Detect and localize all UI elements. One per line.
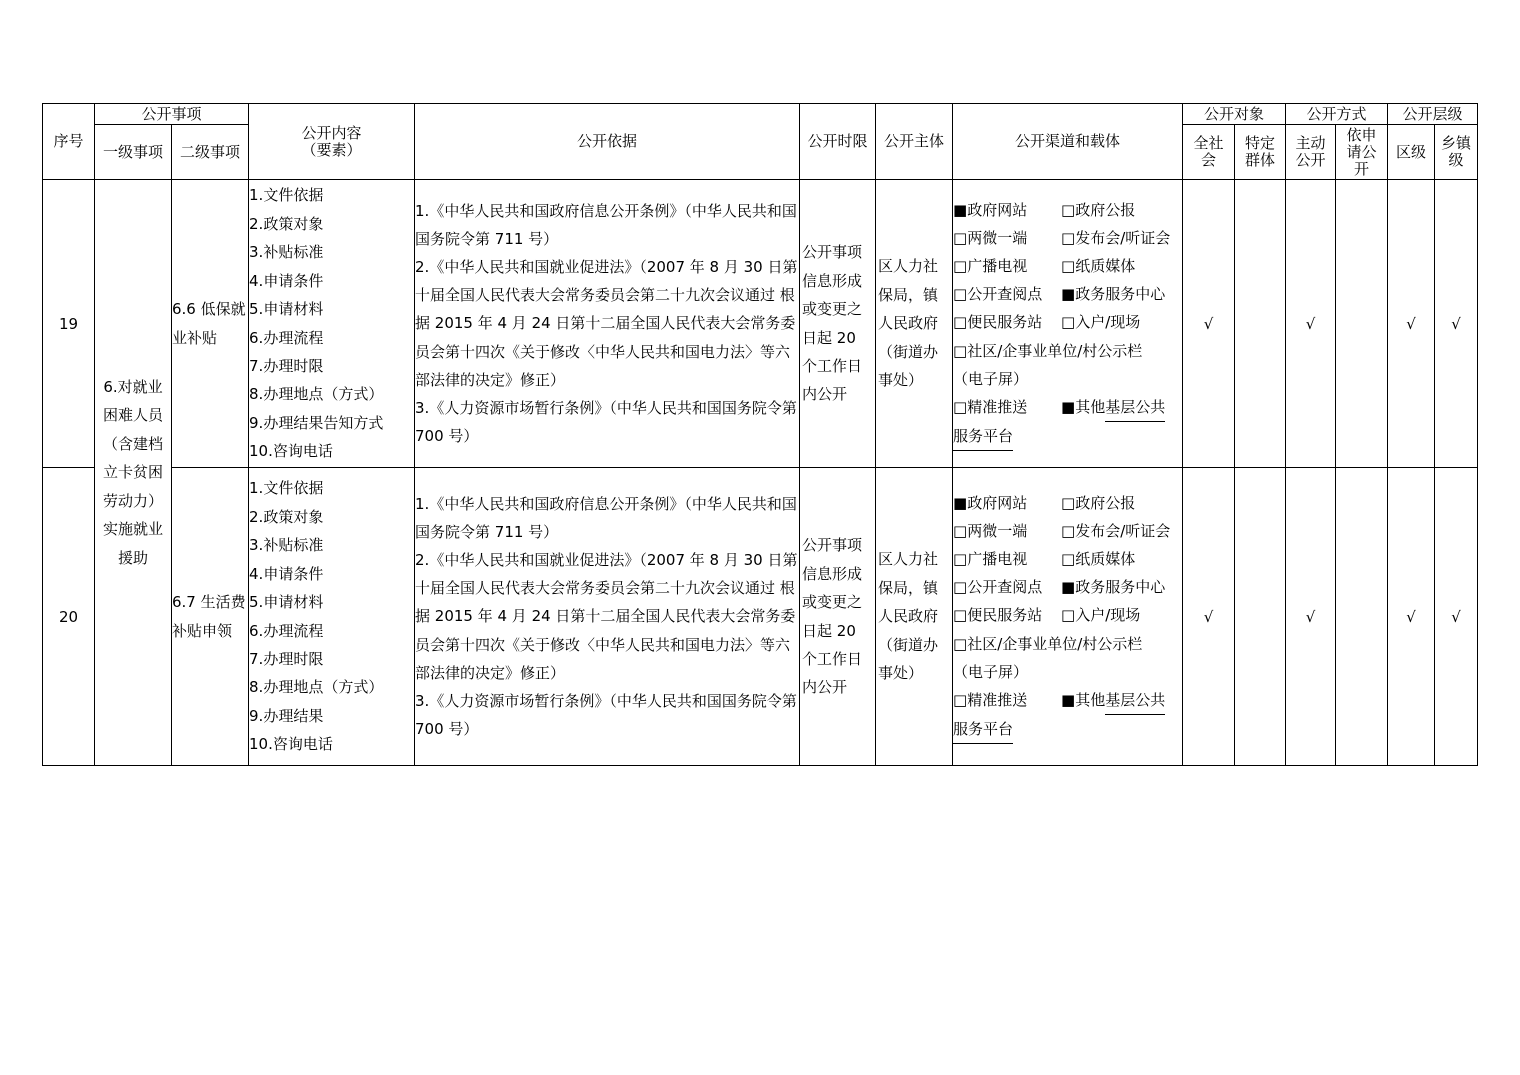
channel-other-value: 基层公共 [1105,393,1165,422]
channel-option: □便民服务站 [953,313,1043,332]
channel-option: ■政府网站 [953,200,1028,219]
header-method-group: 公开方式 [1286,104,1388,125]
method-request-check [1336,180,1388,468]
content-item: 3.补贴标准 [249,243,324,262]
header-level-district: 区级 [1388,125,1435,180]
content-item: 2.政策对象 [249,214,324,233]
channel-option: □纸质媒体 [1061,256,1136,275]
time-limit-text: 公开事项信息形成或变更之日起 20 个工作日内公开 [800,180,876,468]
channel-option: □入户/现场 [1061,313,1141,332]
channel-option: □社区/企事业单位/村公示栏 [953,341,1143,360]
method-active-check: √ [1286,180,1336,468]
subject-text: 区人力社保局，镇人民政府（街道办事处） [876,468,953,766]
content-item: 6.办理流程 [249,328,324,347]
content-item: 1.文件依据 [249,186,324,205]
content-item: 4.申请条件 [249,271,324,290]
audience-specific-check [1235,468,1286,766]
channel-other-value: 服务平台 [953,715,1013,744]
disclosure-table [42,103,1478,766]
header-content: 公开内容 （要素） [249,104,415,180]
content-item: 8.办理地点（方式） [249,678,384,697]
content-list [249,180,415,468]
channel-option: □政府公报 [1061,200,1136,219]
channel-other-value: 基层公共 [1105,686,1165,715]
channel-option: ■政务服务中心 [1061,578,1166,597]
channel-option: ■其他 [1061,398,1106,416]
channel-option-note: （电子屏） [953,369,1029,388]
level-town-check: √ [1435,180,1478,468]
content-item: 3.补贴标准 [249,536,324,555]
channel-option: □便民服务站 [953,606,1043,625]
content-item: 1.文件依据 [249,479,324,498]
level1-item: 6.对就业困难人员（含建档立卡贫困劳动力）实施就业援助 [95,180,172,766]
channel-option: □精准推送 [953,691,1028,709]
channel-option: ■其他 [1061,691,1106,709]
header-audience-all: 全社 会 [1183,125,1235,180]
channel-option: □入户/现场 [1061,606,1141,625]
level2-item: 6.7 生活费补贴申领 [172,468,249,766]
level-town-check: √ [1435,468,1478,766]
table-row [43,468,1478,766]
channel-option: ■政务服务中心 [1061,285,1166,304]
content-item: 5.申请材料 [249,593,324,612]
header-item-group: 公开事项 [95,104,249,125]
level-district-check: √ [1388,468,1435,766]
header-subject: 公开主体 [876,104,953,180]
header-level-group: 公开层级 [1388,104,1478,125]
channel-option: □两微一端 [953,228,1028,247]
header-method-active: 主动 公开 [1286,125,1336,180]
subject-text: 区人力社保局，镇人民政府（街道办事处） [876,180,953,468]
channel-option: □社区/企事业单位/村公示栏 [953,634,1143,653]
header-seq: 序号 [43,104,95,180]
content-item: 9.办理结果 [249,706,324,725]
channel-option-note: （电子屏） [953,662,1029,681]
method-request-check [1336,468,1388,766]
audience-specific-check [1235,180,1286,468]
content-item: 10.咨询电话 [249,442,333,461]
content-item: 8.办理地点（方式） [249,385,384,404]
content-item: 10.咨询电话 [249,735,333,754]
content-item: 4.申请条件 [249,564,324,583]
channel-option: □纸质媒体 [1061,549,1136,568]
channel-option: ■政府网站 [953,493,1028,512]
content-item: 5.申请材料 [249,300,324,319]
content-item: 2.政策对象 [249,507,324,526]
header-level-town: 乡镇 级 [1435,125,1478,180]
method-active-check: √ [1286,468,1336,766]
channel-cell [953,468,1183,766]
channel-option: □两微一端 [953,521,1028,540]
content-item: 9.办理结果告知方式 [249,413,384,432]
header-channel: 公开渠道和载体 [953,104,1183,180]
header-audience-specific: 特定 群体 [1235,125,1286,180]
channel-option: □发布会/听证会 [1061,521,1171,540]
audience-all-check: √ [1183,180,1235,468]
basis-text: 1.《中华人民共和国政府信息公开条例》（中华人民共和国国务院令第 711 号） 2.《中华人民共和国就业促进法》（2007 年 8 月 30 日第十届全国人民代表大会常务委员会第二十九次会议通过 根据 2015 年 4 月 24 日第十二届全国人民代表大会常务委员会第十四次《关于修改〈中华人民共和国电力法〉等六部法律的决定》修正） 3.《人力资源市场暂行条例》（中华人民共和国国务院令第 700 号） [415,180,800,468]
channel-option: □政府公报 [1061,493,1136,512]
header-time-limit: 公开时限 [800,104,876,180]
header-basis: 公开依据 [415,104,800,180]
channel-other-value: 服务平台 [953,422,1013,451]
header-audience-group: 公开对象 [1183,104,1286,125]
header-method-request: 依申 请公 开 [1336,125,1388,180]
row-seq: 20 [43,468,95,766]
content-list [249,468,415,766]
channel-option: □公开查阅点 [953,578,1043,597]
row-seq: 19 [43,180,95,468]
table-row [43,180,1478,468]
basis-text: 1.《中华人民共和国政府信息公开条例》（中华人民共和国国务院令第 711 号） 2.《中华人民共和国就业促进法》（2007 年 8 月 30 日第十届全国人民代表大会常务委员会第二十九次会议通过 根据 2015 年 4 月 24 日第十二届全国人民代表大会常务委员会第十四次《关于修改〈中华人民共和国电力法〉等六部法律的决定》修正） 3.《人力资源市场暂行条例》（中华人民共和国国务院令第 700 号） [415,468,800,766]
level-district-check: √ [1388,180,1435,468]
content-item: 7.办理时限 [249,356,324,375]
channel-option: □广播电视 [953,256,1028,275]
audience-all-check: √ [1183,468,1235,766]
channel-cell [953,180,1183,468]
channel-option: □发布会/听证会 [1061,228,1171,247]
channel-option: □广播电视 [953,549,1028,568]
content-item: 7.办理时限 [249,649,324,668]
time-limit-text: 公开事项信息形成或变更之日起 20 个工作日内公开 [800,468,876,766]
channel-option: □精准推送 [953,398,1028,416]
header-level2: 二级事项 [172,125,249,180]
channel-option: □公开查阅点 [953,285,1043,304]
content-item: 6.办理流程 [249,621,324,640]
header-level1: 一级事项 [95,125,172,180]
level2-item: 6.6 低保就业补贴 [172,180,249,468]
